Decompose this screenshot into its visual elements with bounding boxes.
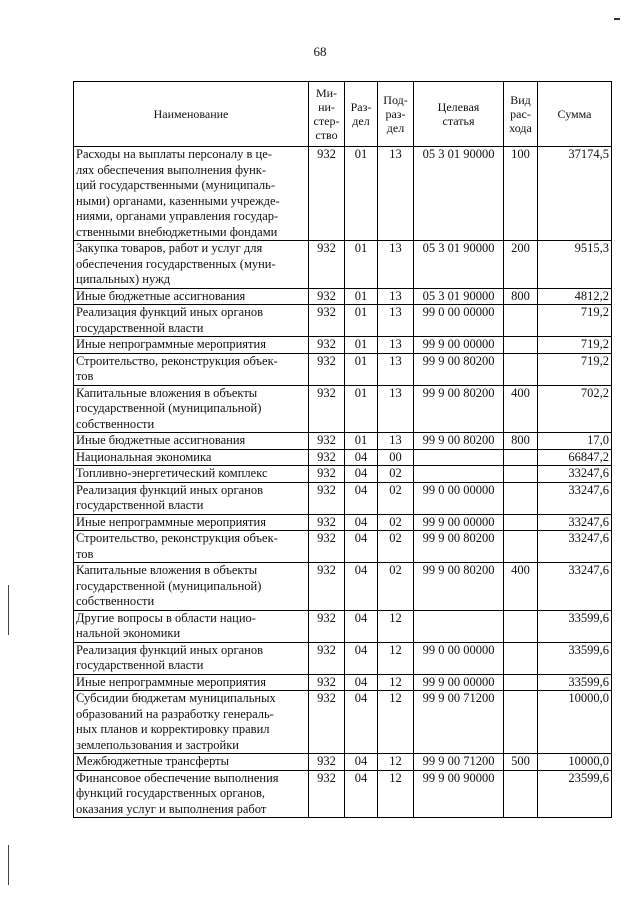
row-amount-cell: 702,2 [538, 385, 612, 433]
row-name-cell: Межбюджетные трансферты [74, 754, 309, 771]
row-amount-cell: 23599,6 [538, 770, 612, 818]
header-target: Целевая статья [414, 82, 504, 147]
row-subsection-cell: 02 [378, 563, 414, 611]
row-expense-type-cell [504, 466, 538, 483]
row-subsection-cell: 02 [378, 531, 414, 563]
row-amount-cell: 10000,0 [538, 754, 612, 771]
table-row [74, 433, 612, 450]
row-target-cell: 99 0 00 00000 [414, 482, 504, 514]
row-expense-type-cell: 100 [504, 147, 538, 241]
row-expense-type-cell [504, 514, 538, 531]
row-section-cell: 04 [345, 449, 378, 466]
row-subsection-cell: 13 [378, 433, 414, 450]
row-name-cell: Строительство, реконструкция объек- тов [74, 353, 309, 385]
row-ministry-cell: 932 [309, 754, 345, 771]
row-target-cell [414, 466, 504, 483]
table-row [74, 353, 612, 385]
row-expense-type-cell: 400 [504, 563, 538, 611]
row-expense-type-cell [504, 770, 538, 818]
row-subsection-cell: 12 [378, 674, 414, 691]
row-subsection-cell: 13 [378, 305, 414, 337]
row-section-cell: 04 [345, 466, 378, 483]
budget-table [73, 81, 612, 818]
row-section-cell: 04 [345, 691, 378, 754]
row-subsection-cell: 12 [378, 754, 414, 771]
row-amount-cell: 33247,6 [538, 482, 612, 514]
header-amount: Сумма [538, 82, 612, 147]
row-section-cell: 04 [345, 754, 378, 771]
row-amount-cell: 33247,6 [538, 531, 612, 563]
row-target-cell: 05 3 01 90000 [414, 241, 504, 289]
header-expense-type: Вид рас- хода [504, 82, 538, 147]
row-amount-cell: 66847,2 [538, 449, 612, 466]
table-row [74, 337, 612, 354]
row-section-cell: 01 [345, 288, 378, 305]
table-row [74, 642, 612, 674]
row-section-cell: 01 [345, 241, 378, 289]
row-ministry-cell: 932 [309, 482, 345, 514]
row-name-cell: Финансовое обеспечение выполнения функций государственных органов, оказания услуг и выполнения работ [74, 770, 309, 818]
row-ministry-cell: 932 [309, 610, 345, 642]
row-amount-cell: 10000,0 [538, 691, 612, 754]
row-ministry-cell: 932 [309, 514, 345, 531]
row-name-cell: Иные непрограммные мероприятия [74, 674, 309, 691]
row-target-cell: 99 9 00 90000 [414, 770, 504, 818]
row-section-cell: 01 [345, 147, 378, 241]
scan-margin-mark [8, 845, 9, 885]
row-name-cell: Иные непрограммные мероприятия [74, 337, 309, 354]
row-ministry-cell: 932 [309, 288, 345, 305]
table-row [74, 449, 612, 466]
row-target-cell: 99 9 00 00000 [414, 674, 504, 691]
row-amount-cell: 33247,6 [538, 563, 612, 611]
row-subsection-cell: 12 [378, 610, 414, 642]
row-subsection-cell: 13 [378, 147, 414, 241]
row-name-cell: Субсидии бюджетам муниципальных образований на разработку генераль- ных планов и корректировку правил землепользования и застройки [74, 691, 309, 754]
row-target-cell [414, 449, 504, 466]
table-row [74, 514, 612, 531]
row-target-cell: 99 9 00 00000 [414, 514, 504, 531]
table-row [74, 754, 612, 771]
row-subsection-cell: 12 [378, 770, 414, 818]
row-ministry-cell: 932 [309, 674, 345, 691]
row-amount-cell: 33599,6 [538, 674, 612, 691]
row-expense-type-cell: 800 [504, 433, 538, 450]
row-subsection-cell: 00 [378, 449, 414, 466]
row-target-cell: 05 3 01 90000 [414, 147, 504, 241]
row-ministry-cell: 932 [309, 691, 345, 754]
row-subsection-cell: 02 [378, 466, 414, 483]
row-section-cell: 01 [345, 433, 378, 450]
row-section-cell: 04 [345, 770, 378, 818]
row-target-cell: 99 9 00 80200 [414, 563, 504, 611]
row-ministry-cell: 932 [309, 353, 345, 385]
row-expense-type-cell [504, 531, 538, 563]
row-target-cell: 99 9 00 80200 [414, 433, 504, 450]
row-name-cell: Закупка товаров, работ и услуг для обеспечения государственных (муни- ципальных) нужд [74, 241, 309, 289]
row-subsection-cell: 13 [378, 241, 414, 289]
table-row [74, 770, 612, 818]
row-expense-type-cell [504, 353, 538, 385]
row-name-cell: Строительство, реконструкция объек- тов [74, 531, 309, 563]
row-section-cell: 04 [345, 610, 378, 642]
row-subsection-cell: 12 [378, 691, 414, 754]
table-row [74, 482, 612, 514]
row-expense-type-cell: 400 [504, 385, 538, 433]
row-section-cell: 01 [345, 353, 378, 385]
row-ministry-cell: 932 [309, 147, 345, 241]
row-subsection-cell: 02 [378, 514, 414, 531]
row-section-cell: 04 [345, 514, 378, 531]
row-name-cell: Реализация функций иных органов государственной власти [74, 482, 309, 514]
table-row [74, 147, 612, 241]
row-subsection-cell: 13 [378, 288, 414, 305]
row-ministry-cell: 932 [309, 385, 345, 433]
table-row [74, 610, 612, 642]
row-subsection-cell: 02 [378, 482, 414, 514]
row-subsection-cell: 13 [378, 337, 414, 354]
row-section-cell: 04 [345, 642, 378, 674]
row-expense-type-cell [504, 482, 538, 514]
row-subsection-cell: 13 [378, 353, 414, 385]
row-amount-cell: 719,2 [538, 353, 612, 385]
table-row [74, 531, 612, 563]
table-row [74, 385, 612, 433]
table-header-row [74, 82, 612, 147]
row-amount-cell: 33599,6 [538, 610, 612, 642]
row-amount-cell: 9515,3 [538, 241, 612, 289]
scan-corner-mark [614, 18, 620, 20]
header-section: Раз- дел [345, 82, 378, 147]
row-name-cell: Национальная экономика [74, 449, 309, 466]
row-target-cell: 99 9 00 80200 [414, 385, 504, 433]
row-name-cell: Реализация функций иных органов государственной власти [74, 642, 309, 674]
row-expense-type-cell [504, 337, 538, 354]
row-section-cell: 04 [345, 674, 378, 691]
row-name-cell: Расходы на выплаты персоналу в це- лях обеспечения выполнения функ- ций государственными (муниципаль- ными) органами, казенными учрежде- ниями, органами управления государ- ственными внебюджетными фондами [74, 147, 309, 241]
row-target-cell: 05 3 01 90000 [414, 288, 504, 305]
row-name-cell: Иные бюджетные ассигнования [74, 433, 309, 450]
row-subsection-cell: 12 [378, 642, 414, 674]
row-amount-cell: 17,0 [538, 433, 612, 450]
header-name: Наименование [74, 82, 309, 147]
row-target-cell: 99 9 00 71200 [414, 754, 504, 771]
row-expense-type-cell [504, 305, 538, 337]
row-target-cell [414, 610, 504, 642]
row-ministry-cell: 932 [309, 449, 345, 466]
row-expense-type-cell: 500 [504, 754, 538, 771]
row-name-cell: Иные непрограммные мероприятия [74, 514, 309, 531]
table-row [74, 674, 612, 691]
row-amount-cell: 37174,5 [538, 147, 612, 241]
row-expense-type-cell: 800 [504, 288, 538, 305]
row-amount-cell: 719,2 [538, 337, 612, 354]
row-amount-cell: 33247,6 [538, 466, 612, 483]
row-expense-type-cell [504, 691, 538, 754]
row-ministry-cell: 932 [309, 642, 345, 674]
table-row [74, 288, 612, 305]
row-amount-cell: 4812,2 [538, 288, 612, 305]
row-ministry-cell: 932 [309, 337, 345, 354]
row-name-cell: Иные бюджетные ассигнования [74, 288, 309, 305]
row-name-cell: Реализация функций иных органов государственной власти [74, 305, 309, 337]
row-name-cell: Капитальные вложения в объекты государственной (муниципальной) собственности [74, 385, 309, 433]
row-expense-type-cell [504, 674, 538, 691]
row-section-cell: 01 [345, 337, 378, 354]
row-name-cell: Другие вопросы в области нацио- нальной экономики [74, 610, 309, 642]
row-target-cell: 99 9 00 71200 [414, 691, 504, 754]
row-target-cell: 99 9 00 00000 [414, 337, 504, 354]
row-name-cell: Топливно-энергетический комплекс [74, 466, 309, 483]
row-section-cell: 01 [345, 305, 378, 337]
row-ministry-cell: 932 [309, 563, 345, 611]
row-target-cell: 99 0 00 00000 [414, 305, 504, 337]
row-ministry-cell: 932 [309, 241, 345, 289]
row-amount-cell: 33247,6 [538, 514, 612, 531]
scan-margin-mark [8, 585, 9, 635]
row-section-cell: 04 [345, 531, 378, 563]
row-subsection-cell: 13 [378, 385, 414, 433]
row-ministry-cell: 932 [309, 531, 345, 563]
row-section-cell: 01 [345, 385, 378, 433]
row-ministry-cell: 932 [309, 466, 345, 483]
header-ministry: Ми- ни- стер- ство [309, 82, 345, 147]
row-section-cell: 04 [345, 563, 378, 611]
row-ministry-cell: 932 [309, 305, 345, 337]
row-amount-cell: 33599,6 [538, 642, 612, 674]
table-row [74, 466, 612, 483]
row-target-cell: 99 0 00 00000 [414, 642, 504, 674]
row-target-cell: 99 9 00 80200 [414, 531, 504, 563]
row-amount-cell: 719,2 [538, 305, 612, 337]
header-subsection: Под- раз- дел [378, 82, 414, 147]
row-expense-type-cell [504, 610, 538, 642]
row-section-cell: 04 [345, 482, 378, 514]
table-row [74, 563, 612, 611]
page-number: 68 [313, 44, 327, 59]
row-ministry-cell: 932 [309, 433, 345, 450]
row-target-cell: 99 9 00 80200 [414, 353, 504, 385]
row-name-cell: Капитальные вложения в объекты государственной (муниципальной) собственности [74, 563, 309, 611]
table-row [74, 691, 612, 754]
table-row [74, 305, 612, 337]
row-ministry-cell: 932 [309, 770, 345, 818]
row-expense-type-cell [504, 642, 538, 674]
row-expense-type-cell [504, 449, 538, 466]
table-row [74, 241, 612, 289]
row-expense-type-cell: 200 [504, 241, 538, 289]
